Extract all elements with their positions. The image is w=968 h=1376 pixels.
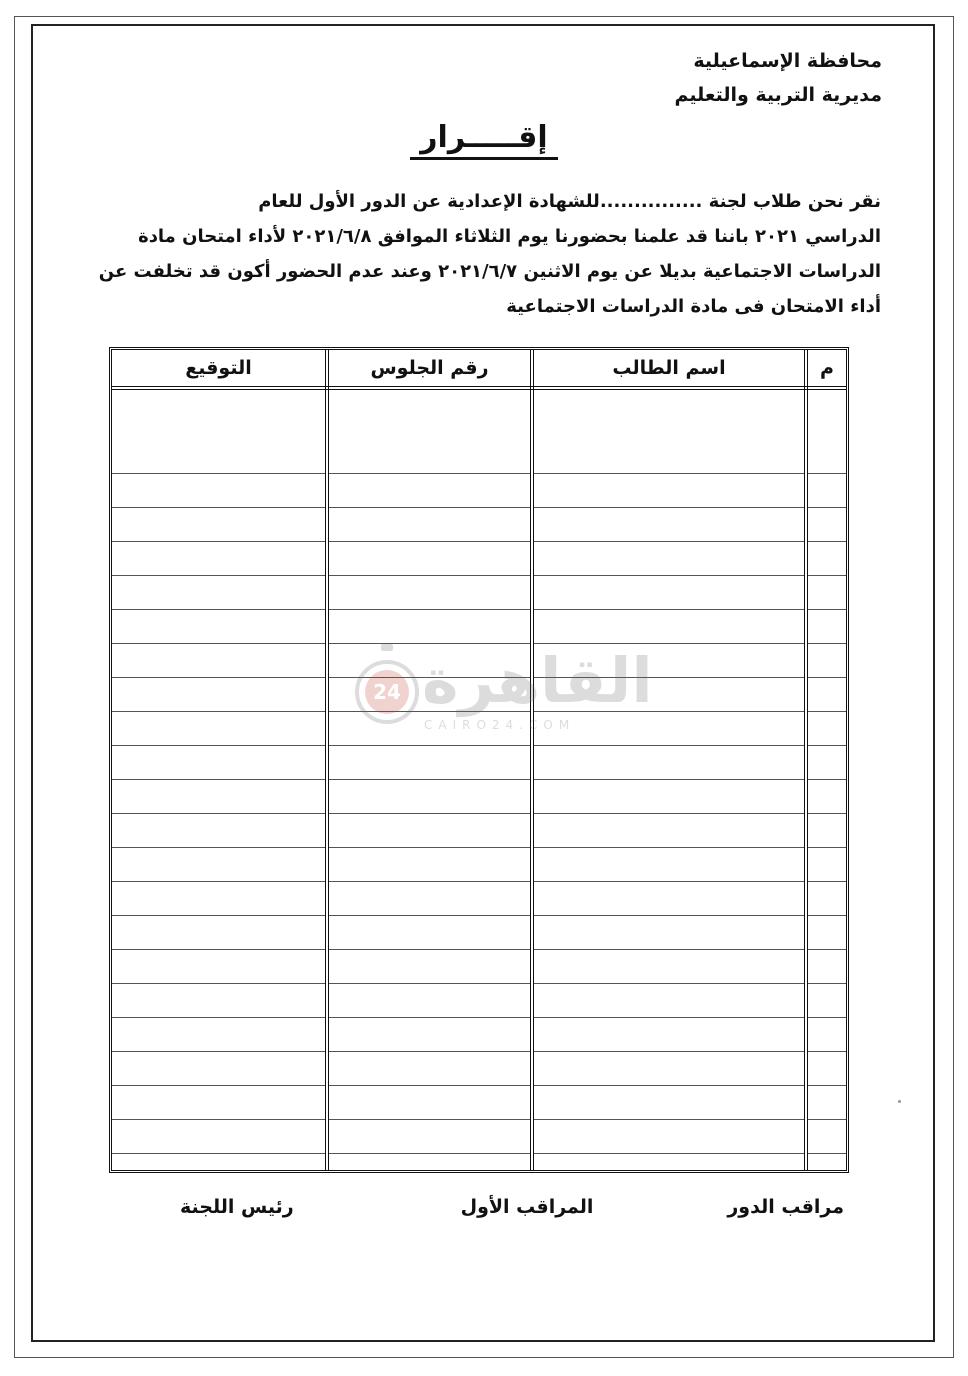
student-name-cell — [532, 949, 806, 983]
number-cell — [806, 473, 846, 507]
table-row — [112, 745, 846, 779]
watermark — [352, 640, 653, 740]
round-supervisor-label: مراقب الدور — [727, 1196, 844, 1218]
signature-cell — [112, 1017, 327, 1051]
table-row — [112, 507, 846, 541]
seat-number-cell — [327, 1085, 532, 1119]
directorate-label: مديرية التربية والتعليم — [674, 84, 882, 106]
signature-cell — [112, 541, 327, 575]
seat-number-cell — [327, 745, 532, 779]
table-row — [112, 1085, 846, 1119]
seat-number-cell — [327, 813, 532, 847]
students-table — [109, 347, 849, 1173]
table-body — [112, 388, 846, 1170]
signature-cell — [112, 575, 327, 609]
signature-cell — [112, 881, 327, 915]
document-title — [0, 120, 968, 155]
seat-number-cell — [327, 847, 532, 881]
committee-head-label: رئيس اللجنة — [180, 1196, 294, 1218]
table-row — [112, 949, 846, 983]
signature-cell — [112, 473, 327, 507]
student-name-cell — [532, 388, 806, 473]
table-header-row — [112, 350, 846, 388]
signature-cell — [112, 1119, 327, 1153]
table-row — [112, 1017, 846, 1051]
declaration-line: نقر نحن طلاب لجنة ...............للشهادة الإعدادية عن الدور الأول للعام — [258, 191, 881, 212]
student-name-cell — [532, 1153, 806, 1170]
number-cell — [806, 1119, 846, 1153]
seat-number-cell — [327, 507, 532, 541]
number-cell — [806, 609, 846, 643]
number-cell — [806, 847, 846, 881]
seat-number-cell — [327, 949, 532, 983]
seat-number-cell — [327, 1051, 532, 1085]
seat-number-cell — [327, 609, 532, 643]
student-name-cell — [532, 507, 806, 541]
signature-cell — [112, 507, 327, 541]
signature-cell — [112, 388, 327, 473]
students-grid — [112, 350, 846, 1170]
signature-cell — [112, 711, 327, 745]
signature-cell — [112, 677, 327, 711]
student-name-cell — [532, 1119, 806, 1153]
table-row — [112, 388, 846, 473]
signature-cell — [112, 609, 327, 643]
signature-cell — [112, 847, 327, 881]
number-cell — [806, 813, 846, 847]
seat-number-cell — [327, 915, 532, 949]
student-name-cell — [532, 881, 806, 915]
number-cell — [806, 388, 846, 473]
number-cell — [806, 1017, 846, 1051]
number-cell — [806, 1085, 846, 1119]
number-cell — [806, 677, 846, 711]
signature-cell — [112, 915, 327, 949]
seat-number-cell — [327, 473, 532, 507]
student-name-cell — [532, 609, 806, 643]
seat-number-cell — [327, 388, 532, 473]
student-name-cell — [532, 541, 806, 575]
seat-number-cell — [327, 779, 532, 813]
number-cell — [806, 643, 846, 677]
student-name-cell — [532, 1017, 806, 1051]
governorate-label: محافظة الإسماعيلية — [693, 50, 882, 72]
table-row — [112, 779, 846, 813]
student-name-cell — [532, 1051, 806, 1085]
column-header-student-name: اسم الطالب — [532, 350, 806, 388]
student-name-cell — [532, 745, 806, 779]
signature-cell — [112, 983, 327, 1017]
seat-number-cell — [327, 881, 532, 915]
seat-number-cell — [327, 1153, 532, 1170]
number-cell — [806, 745, 846, 779]
student-name-cell — [532, 779, 806, 813]
watermark-badge: 24 — [373, 680, 401, 704]
declaration-line: الدراسات الاجتماعية بديلا عن يوم الاثنين ٢٠٢١/٦/٧ وعند عدم الحضور أكون قد تخلفت عن — [98, 261, 881, 282]
declaration-line: أداء الامتحان فى مادة الدراسات الاجتماعية — [506, 296, 881, 317]
number-cell — [806, 507, 846, 541]
seat-number-cell — [327, 575, 532, 609]
table-row — [112, 847, 846, 881]
signature-cell — [112, 745, 327, 779]
student-name-cell — [532, 813, 806, 847]
signature-cell — [112, 779, 327, 813]
number-cell — [806, 915, 846, 949]
title-text: إقـــــرار — [410, 120, 557, 160]
number-cell — [806, 575, 846, 609]
first-supervisor-label: المراقب الأول — [460, 1196, 594, 1218]
table-row — [112, 609, 846, 643]
number-cell — [806, 711, 846, 745]
student-name-cell — [532, 473, 806, 507]
table-row — [112, 1119, 846, 1153]
number-cell — [806, 1153, 846, 1170]
student-name-cell — [532, 915, 806, 949]
student-name-cell — [532, 983, 806, 1017]
table-row — [112, 915, 846, 949]
student-name-cell — [532, 847, 806, 881]
scan-dot — [898, 1100, 901, 1103]
table-row — [112, 575, 846, 609]
signature-cell — [112, 813, 327, 847]
declaration-line: الدراسي ٢٠٢١ باننا قد علمنا بحضورنا يوم الثلاثاء الموافق ٢٠٢١/٦/٨ لأداء امتحان مادة — [138, 226, 881, 247]
number-cell — [806, 1051, 846, 1085]
student-name-cell — [532, 1085, 806, 1119]
signature-cell — [112, 1085, 327, 1119]
seat-number-cell — [327, 983, 532, 1017]
student-name-cell — [532, 575, 806, 609]
watermark-site: CAIRO24.COM — [424, 718, 576, 732]
signature-cell — [112, 643, 327, 677]
table-row — [112, 1153, 846, 1170]
signature-cell — [112, 949, 327, 983]
table-row — [112, 1051, 846, 1085]
number-cell — [806, 949, 846, 983]
signature-cell — [112, 1153, 327, 1170]
number-cell — [806, 541, 846, 575]
column-header-signature: التوقيع — [112, 350, 327, 388]
watermark-text: القاهرة — [422, 644, 653, 717]
column-header-seat-number: رقم الجلوس — [327, 350, 532, 388]
table-row — [112, 541, 846, 575]
table-row — [112, 881, 846, 915]
signature-cell — [112, 1051, 327, 1085]
table-row — [112, 473, 846, 507]
seat-number-cell — [327, 1119, 532, 1153]
number-cell — [806, 779, 846, 813]
seat-number-cell — [327, 1017, 532, 1051]
table-row — [112, 983, 846, 1017]
document-header — [674, 44, 882, 112]
column-header-number: م — [806, 350, 846, 388]
number-cell — [806, 881, 846, 915]
seat-number-cell — [327, 541, 532, 575]
declaration-text — [78, 184, 881, 324]
table-row — [112, 813, 846, 847]
number-cell — [806, 983, 846, 1017]
